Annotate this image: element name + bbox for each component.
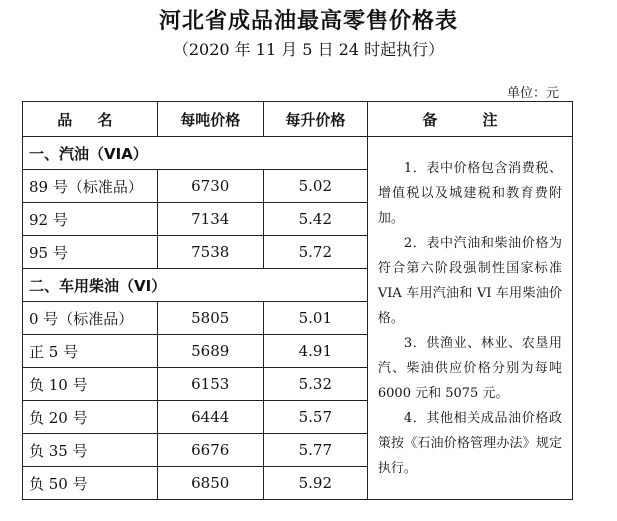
header-price-per-liter: 每升价格: [263, 102, 367, 137]
page-subtitle: （2020 年 11 月 5 日 24 时起执行）: [172, 40, 445, 59]
remarks-cell: [367, 137, 572, 500]
price-per-liter: 5.77: [263, 434, 367, 467]
price-per-liter: 5.01: [263, 302, 367, 335]
product-name: 0 号（标准品）: [23, 302, 158, 335]
price-per-liter: 5.92: [263, 467, 367, 500]
header-remarks: 备 注: [367, 102, 572, 137]
remark-4: 4．其他相关成品油价格政策按《石油价格管理办法》规定执行。: [377, 410, 562, 476]
product-name: 负 20 号: [23, 401, 158, 434]
price-per-liter: 5.57: [263, 401, 367, 434]
category-row-gasoline: [23, 137, 573, 170]
category-gasoline: 一、汽油（VIA）: [23, 137, 368, 170]
product-name: 92 号: [23, 203, 158, 236]
header-product-name: 品 名: [23, 102, 158, 137]
remark-3: 3．供渔业、林业、农垦用汽、柴油供应价格分别为每吨 6000 元和 5075 元。: [377, 335, 562, 401]
remark-1: 1．表中价格包含消费税、增值税以及城建税和教育费附加。: [377, 160, 562, 226]
header-price-per-ton: 每吨价格: [157, 102, 263, 137]
table-header-row: [23, 102, 573, 137]
price-per-liter: 4.91: [263, 335, 367, 368]
price-table: [22, 101, 573, 500]
price-per-ton: 6850: [157, 467, 263, 500]
product-name: 89 号（标准品）: [23, 170, 158, 203]
price-per-liter: 5.72: [263, 236, 367, 269]
price-per-ton: 5805: [157, 302, 263, 335]
price-per-liter: 5.02: [263, 170, 367, 203]
product-name: 负 10 号: [23, 368, 158, 401]
price-per-ton: 7134: [157, 203, 263, 236]
unit-label: 单位：元: [506, 86, 559, 101]
category-diesel: 二、车用柴油（VI）: [23, 269, 368, 302]
price-per-ton: 6730: [157, 170, 263, 203]
price-per-ton: 6444: [157, 401, 263, 434]
price-per-ton: 6676: [157, 434, 263, 467]
price-per-liter: 5.32: [263, 368, 367, 401]
remark-2: 2．表中汽油和柴油价格为符合第六阶段强制性国家标准 VIA 车用汽油和 VI 车用柴油价格。: [377, 235, 562, 326]
price-per-liter: 5.42: [263, 203, 367, 236]
product-name: 正 5 号: [23, 335, 158, 368]
page-title: 河北省成品油最高零售价格表: [158, 8, 458, 34]
price-per-ton: 7538: [157, 236, 263, 269]
product-name: 负 35 号: [23, 434, 158, 467]
price-per-ton: 6153: [157, 368, 263, 401]
price-per-ton: 5689: [157, 335, 263, 368]
product-name: 负 50 号: [23, 467, 158, 500]
product-name: 95 号: [23, 236, 158, 269]
